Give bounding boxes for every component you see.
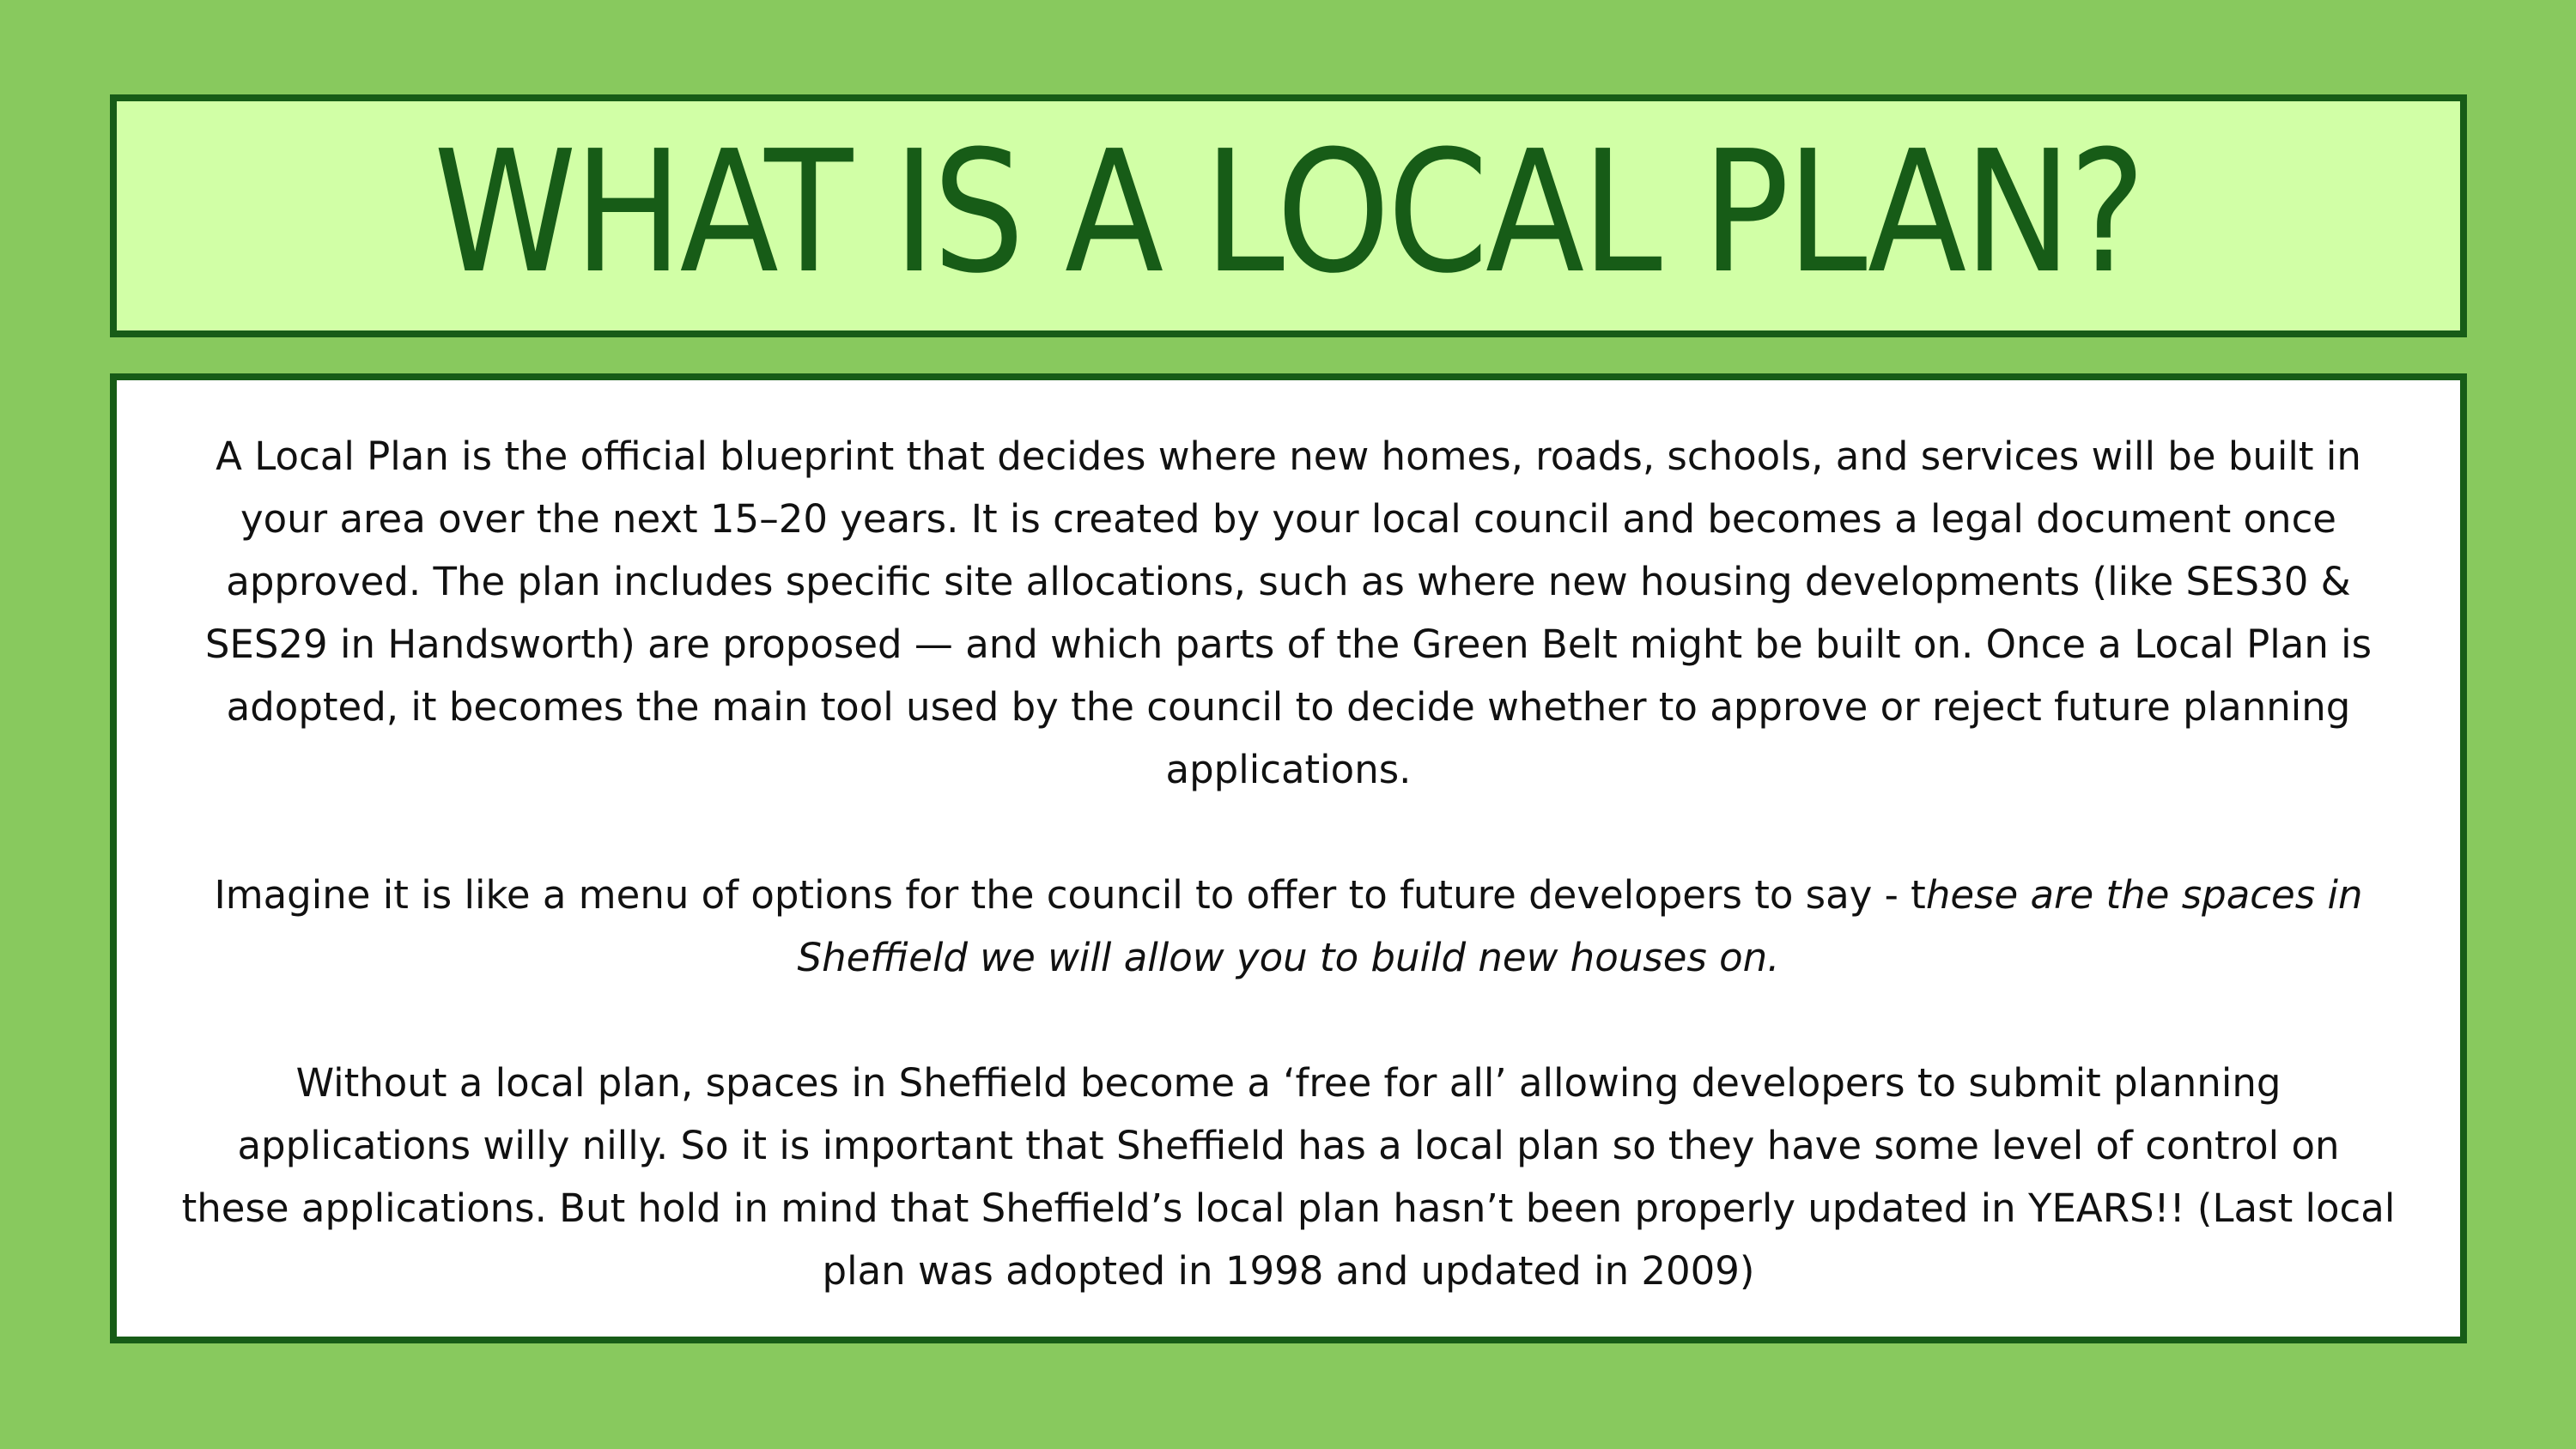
title-banner [110, 94, 2467, 337]
content-body [179, 425, 2398, 1302]
paragraph-analogy [179, 864, 2398, 989]
page-title: WHAT IS A LOCAL PLAN? [434, 114, 2143, 311]
analogy-italic-text: hese are the spaces in Sheffield we will allow you to build new houses on. [797, 872, 2363, 980]
paragraph-importance: Without a local plan, spaces in Sheffield become a ‘free for all’ allowing developers to submit planning applications willy nilly. So it is important that Sheffield has a local plan so they have some level of control on these applications. But hold in mind that Sheffield’s local plan hasn’t been properly updated in YEARS!! (Last local plan was adopted in 1998 and updated in 2009) [181, 1060, 2396, 1294]
paragraph-definition: A Local Plan is the official blueprint that decides where new homes, roads, schools, and services will be built in your area over the next 15–20 years. It is created by your local council and becomes a legal document once approved. The plan includes specific site allocations, such as where new housing developments (like SES30 & SES29 in Handsworth) are proposed — and which parts of the Green Belt might be built on. Once a Local Plan is adopted, it becomes the main tool used by the council to decide whether to approve or reject future planning applications. [204, 433, 2372, 792]
content-panel [110, 373, 2467, 1343]
analogy-lead-text: Imagine it is like a menu of options for the council to offer to future developers to say - t [214, 872, 1926, 918]
